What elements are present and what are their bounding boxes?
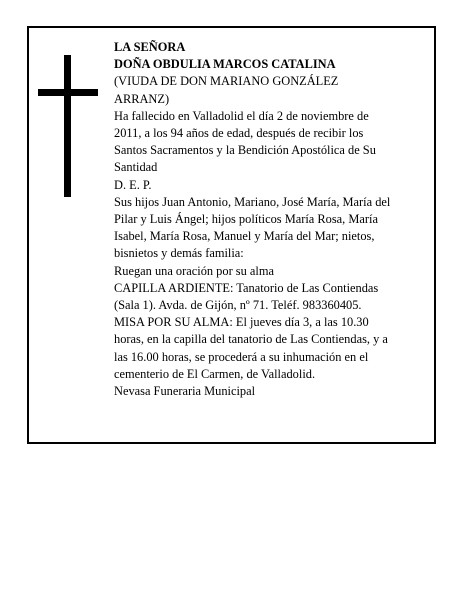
family-line-4: bisnietos y demás familia: — [114, 246, 244, 261]
mass-line-2: horas, en la capilla del tanatorio de Las Contiendas, y a — [114, 332, 388, 347]
death-details-line-3: Santos Sacramentos y la Bendición Apostólica de Su — [114, 143, 376, 158]
deceased-title: LA SEÑORA — [114, 40, 186, 54]
funeral-home: Nevasa Funeraria Municipal — [114, 384, 256, 399]
mass-line-4: cementerio de El Carmen, de Valladolid. — [114, 366, 316, 381]
death-details-line-1: Ha fallecido en Valladolid el día 2 de noviembre de — [114, 108, 369, 123]
chapel-line-2: (Sala 1). Avda. de Gijón, nº 71. Teléf. 983360405. — [114, 298, 362, 313]
latin-cross-icon — [38, 55, 98, 197]
family-line-2: Pilar y Luis Ángel; hijos políticos María Rosa, María — [114, 212, 378, 227]
family-line-3: Isabel, María Rosa, Manuel y María del Mar; nietos, — [114, 229, 375, 244]
widow-of-line-1: (VIUDA DE DON MARIANO GONZÁLEZ — [114, 74, 339, 89]
deceased-name: DOÑA OBDULIA MARCOS CATALINA — [114, 57, 336, 72]
notice-text — [114, 39, 414, 400]
death-details-line-2: 2011, a los 94 años de edad, después de recibir los — [114, 126, 364, 141]
cross-horizontal-bar — [38, 89, 98, 96]
chapel-line-1: CAPILLA ARDIENTE: Tanatorio de Las Contiendas — [114, 280, 379, 295]
rip-line: D. E. P. — [114, 177, 152, 192]
cross-vertical-bar — [64, 55, 71, 197]
mass-line-3: las 16.00 horas, se procederá a su inhumación en el — [114, 349, 369, 364]
prayer-request: Ruegan una oración por su alma — [114, 263, 274, 278]
death-details-line-4: Santidad — [114, 160, 158, 175]
widow-of-line-2: ARRANZ) — [114, 91, 170, 106]
mass-line-1: MISA POR SU ALMA: El jueves día 3, a las 10.30 — [114, 315, 369, 330]
family-line-1: Sus hijos Juan Antonio, Mariano, José María, María del — [114, 194, 391, 209]
